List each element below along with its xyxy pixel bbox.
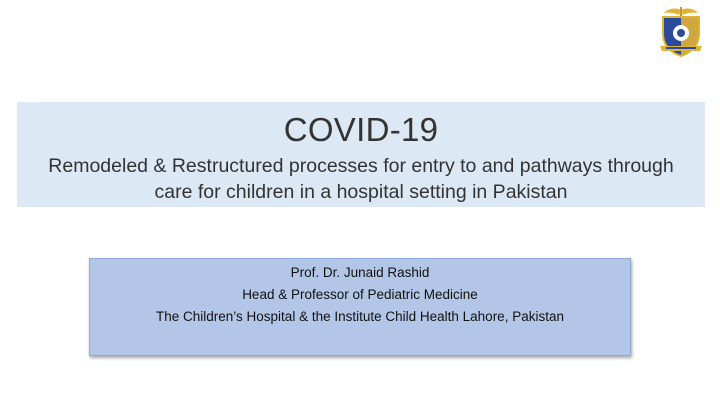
title-band — [17, 102, 705, 207]
slide-subtitle: Remodeled & Restructured processes for entry to and pathways through care for children in a hospital setting in Pakistan — [48, 155, 674, 203]
institution-crest-icon — [650, 6, 712, 58]
author-name: Prof. Dr. Junaid Rashid — [290, 265, 430, 280]
author-affiliation: The Children’s Hospital & the Institute Child Health Lahore, Pakistan — [156, 309, 564, 324]
author-box — [89, 258, 631, 356]
author-position: Head & Professor of Pediatric Medicine — [242, 287, 478, 302]
slide-title: COVID-19 — [283, 111, 439, 148]
